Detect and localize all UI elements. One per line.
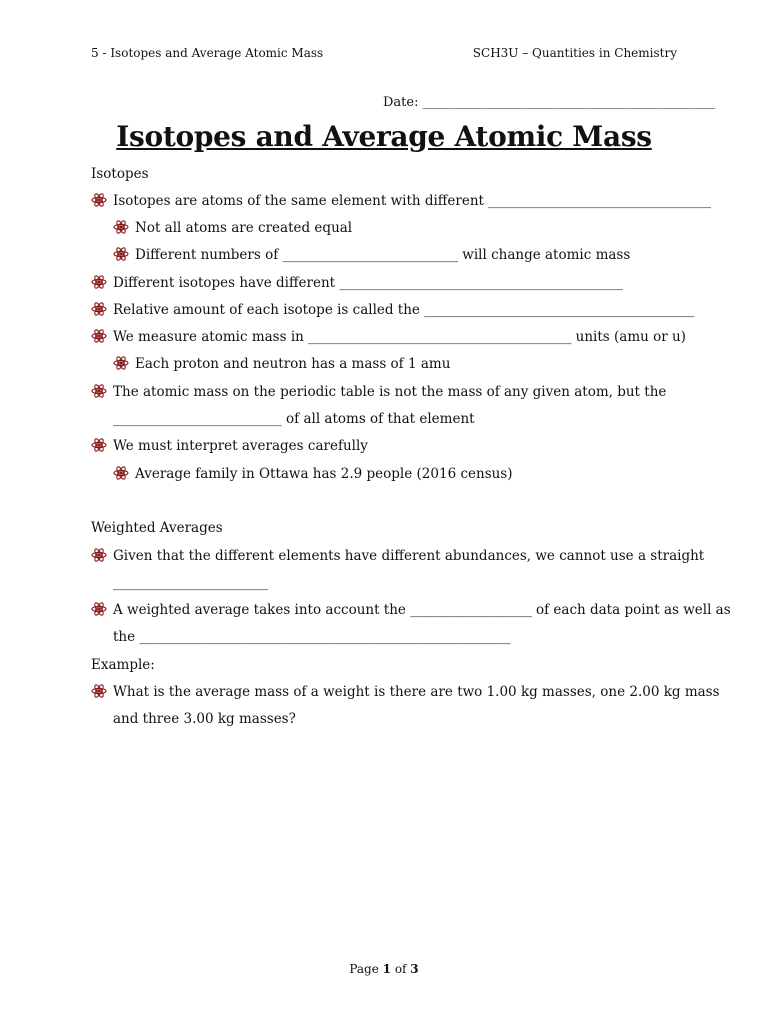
list-item-text: Given that the different elements have different abundances, we cannot use a straight	[113, 548, 705, 564]
footer-of: of	[391, 962, 411, 976]
list-item	[91, 547, 704, 565]
list-item-text: Each proton and neutron has a mass of 1 amu	[135, 356, 451, 372]
list-item	[91, 383, 666, 401]
list-item-text: The atomic mass on the periodic table is not the mass of any given atom, but the	[113, 384, 667, 400]
list-item-text: Average family in Ottawa has 2.9 people (2016 census)	[135, 466, 513, 482]
list-item-continuation: _______________________	[113, 575, 269, 591]
list-item	[91, 328, 686, 346]
atom-bullet-icon	[113, 219, 129, 235]
footer-prefix: Page	[349, 962, 383, 976]
list-item	[91, 683, 720, 701]
page-footer	[0, 962, 768, 976]
list-item-text: Different isotopes have different __________________________________________	[113, 275, 623, 291]
atom-bullet-icon	[91, 192, 107, 208]
list-item	[113, 219, 352, 237]
footer-page-number: 1	[382, 962, 391, 976]
list-item-continuation: and three 3.00 kg masses?	[113, 711, 296, 727]
list-item-text: What is the average mass of a weight is there are two 1.00 kg masses, one 2.00 kg mass	[113, 684, 720, 700]
list-item-text: A weighted average takes into account the __________________ of each data point as well as	[113, 602, 731, 618]
list-item-text: Not all atoms are created equal	[135, 220, 353, 236]
atom-bullet-icon	[91, 383, 107, 399]
atom-bullet-icon	[113, 355, 129, 371]
atom-bullet-icon	[91, 301, 107, 317]
list-item	[91, 192, 711, 210]
footer-page-total: 3	[410, 962, 419, 976]
list-item-text: Different numbers of __________________________ will change atomic mass	[135, 247, 631, 263]
list-item-text: We must interpret averages carefully	[113, 438, 368, 454]
header-left: 5 - Isotopes and Average Atomic Mass	[91, 46, 324, 60]
section-heading-isotopes: Isotopes	[91, 166, 149, 182]
date-line: Date: _____________________________________________	[383, 95, 716, 110]
atom-bullet-icon	[113, 465, 129, 481]
atom-bullet-icon	[91, 683, 107, 699]
section-heading-weighted-averages: Weighted Averages	[91, 520, 223, 536]
atom-bullet-icon	[91, 437, 107, 453]
list-item	[91, 437, 368, 455]
header-right: SCH3U – Quantities in Chemistry	[472, 46, 677, 60]
list-item	[113, 246, 630, 264]
atom-bullet-icon	[91, 601, 107, 617]
section-heading-example: Example:	[91, 657, 155, 673]
list-item	[113, 355, 450, 373]
list-item-text: We measure atomic mass in _______________________________________ units (amu or u)	[113, 329, 686, 345]
atom-bullet-icon	[91, 547, 107, 563]
list-item-continuation: the _______________________________________________________	[113, 629, 511, 645]
atom-bullet-icon	[91, 274, 107, 290]
list-item	[91, 601, 731, 619]
list-item-text: Relative amount of each isotope is called the ________________________________________	[113, 302, 695, 318]
list-item	[91, 301, 694, 319]
list-item-text: Isotopes are atoms of the same element with different _________________________________	[113, 193, 711, 209]
list-item-continuation: _________________________ of all atoms of that element	[113, 411, 475, 427]
atom-bullet-icon	[113, 246, 129, 262]
atom-bullet-icon	[91, 328, 107, 344]
list-item	[113, 465, 513, 483]
page-title: Isotopes and Average Atomic Mass	[116, 120, 652, 153]
list-item	[91, 274, 623, 292]
